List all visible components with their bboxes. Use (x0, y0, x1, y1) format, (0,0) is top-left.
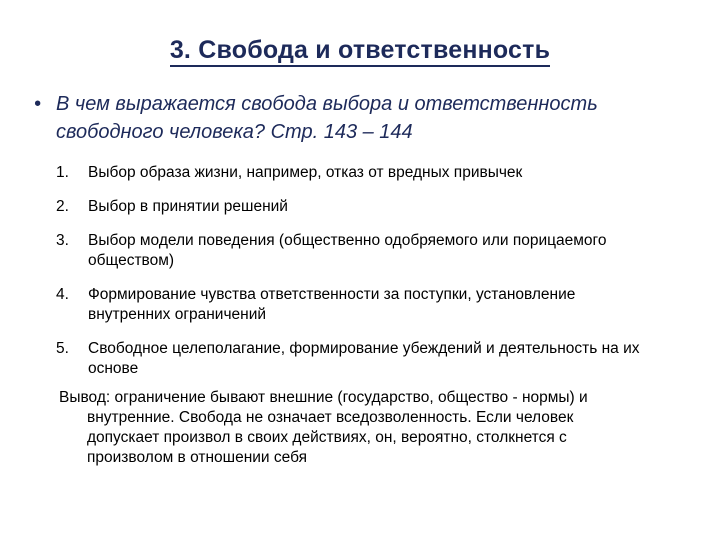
list-item-number: 5. (56, 340, 69, 357)
bullet-icon: • (34, 93, 42, 115)
question-text: В чем выражается свобода выбора и ответственность свободного человека? Стр. 143 – 144 (56, 93, 598, 143)
list-item-number: 1. (56, 164, 69, 181)
numbered-list (56, 163, 656, 393)
list-item-text: Формирование чувства ответственности за поступки, установление внутренних ограничений (88, 286, 576, 323)
list-item (56, 285, 656, 325)
list-item-number: 4. (56, 286, 69, 303)
list-item-number: 3. (56, 232, 69, 249)
list-item-text: Свободное целеполагание, формирование убеждений и деятельность на их основе (88, 340, 640, 377)
list-item-text: Выбор образа жизни, например, отказ от вредных привычек (88, 164, 523, 181)
list-item (56, 339, 656, 379)
list-item (56, 231, 656, 271)
list-item-number: 2. (56, 198, 69, 215)
question-bullet-point (34, 90, 674, 146)
list-item-text: Выбор в принятии решений (88, 198, 288, 215)
list-item-text: Выбор модели поведения (общественно одобряемого или порицаемого обществом) (88, 232, 607, 269)
slide-title-text: 3. Свобода и ответственность (170, 36, 550, 67)
list-item (56, 197, 656, 217)
conclusion-paragraph: Вывод: ограничение бывают внешние (государство, общество - нормы) и внутренние. Свобода не означает вседозволенность. Если человек допускает произвол в своих действиях, он, вероятно, столкнется с произволом в отношении себя (59, 389, 588, 466)
list-item (56, 163, 656, 183)
slide-title (0, 36, 720, 65)
